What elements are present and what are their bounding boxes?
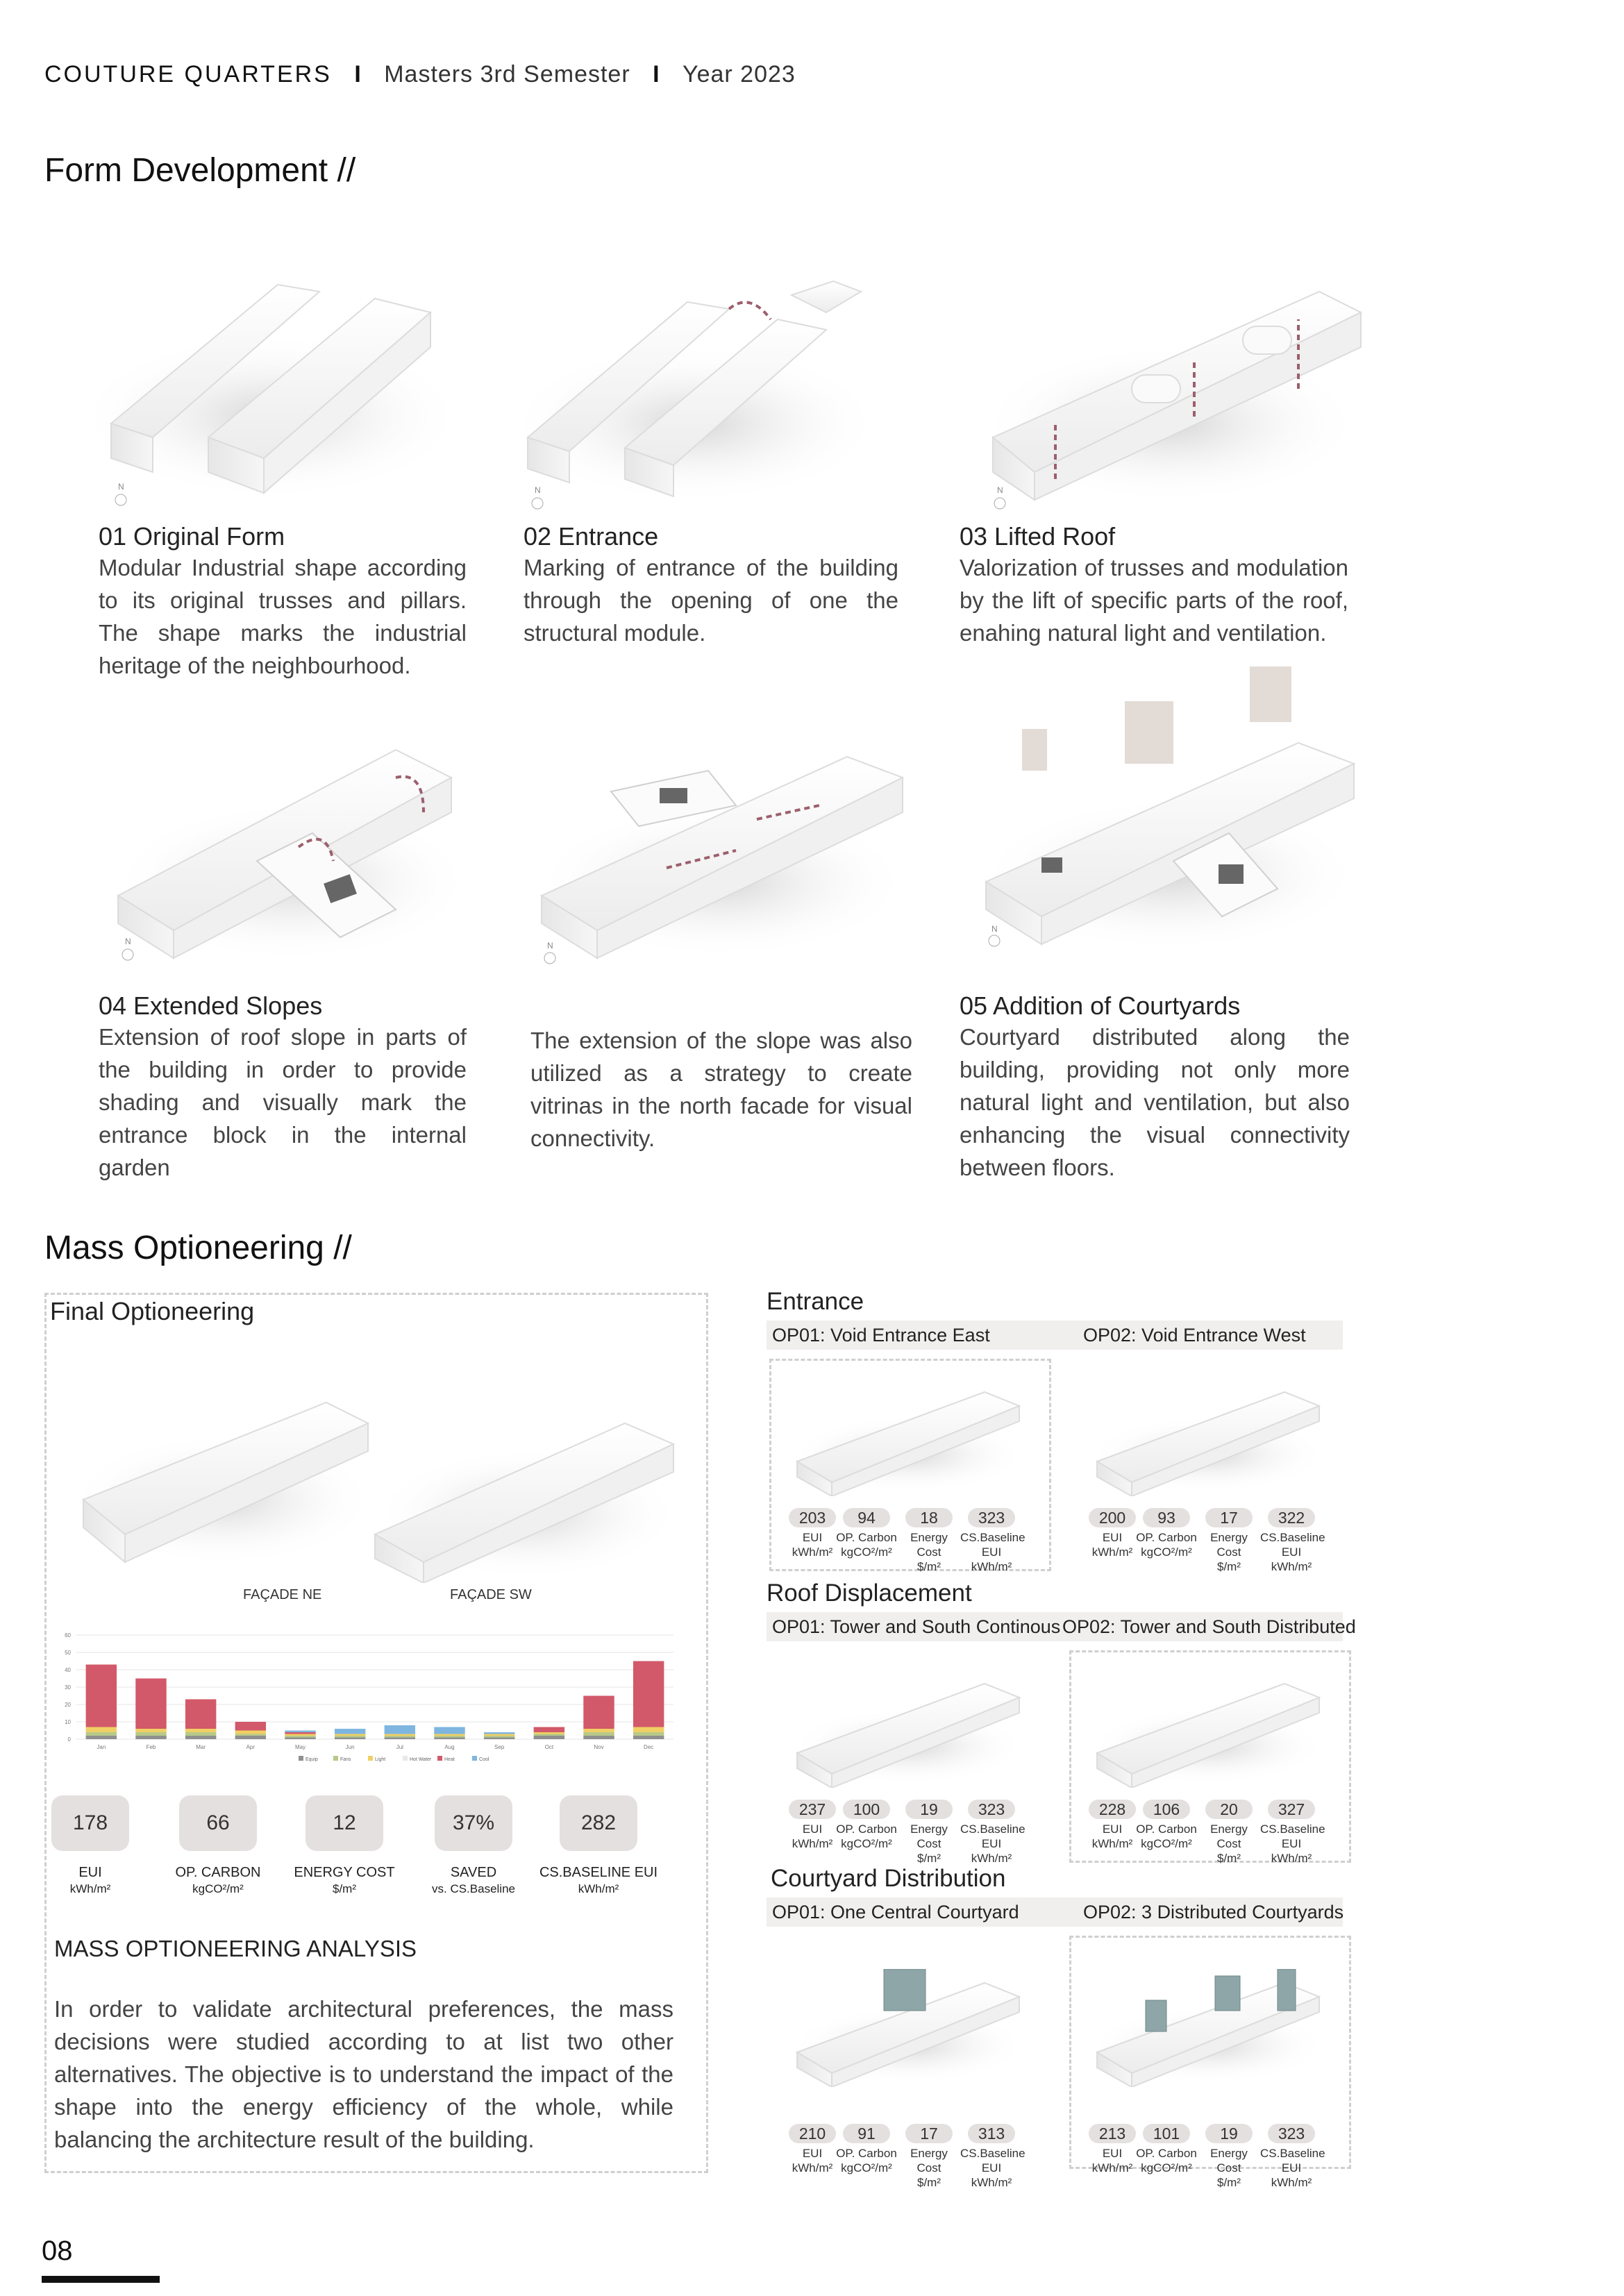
metric-name: CS.Baseline [1260, 1822, 1325, 1836]
form-development-title: Form Development // [44, 152, 356, 189]
option-metric-value: 327 [1268, 1800, 1315, 1819]
north-label: N [125, 937, 131, 946]
option-metric-value: 237 [789, 1800, 836, 1819]
chart-bar-segment-cool [385, 1725, 415, 1734]
chart-x-tick-label: Apr [246, 1744, 256, 1750]
kpi-value: 12 [305, 1795, 383, 1851]
metric-unit: kWh/m² [1091, 2161, 1133, 2175]
metric-name: Energy Cost [1210, 1822, 1248, 1850]
kpi-name: SAVED [450, 1865, 497, 1880]
option-metric-label [1081, 2146, 1144, 2175]
chart-bar-segment-cool [335, 1729, 365, 1734]
metric-unit: EUI kWh/m² [1271, 1837, 1312, 1865]
step-description: Modular Industrial shape according to its original trusses and pillars. The shape marks the industrial heritage of the neighbourhood. [99, 555, 467, 678]
chart-bar-segment-fans [633, 1732, 664, 1736]
chart-legend-label: Equip [305, 1757, 318, 1762]
chart-legend-label: Fans [340, 1757, 351, 1762]
chart-bar-segment-heat [135, 1679, 166, 1729]
metric-unit: kWh/m² [792, 1837, 833, 1850]
north-label: N [997, 485, 1003, 495]
step-title: 03 Lifted Roof [960, 522, 1116, 551]
chart-bar-segment-equip [235, 1736, 266, 1739]
metric-unit: EUI kWh/m² [971, 1837, 1012, 1865]
metric-name: OP. Carbon [836, 1822, 897, 1836]
option-metric-label [1135, 1530, 1198, 1559]
kpi-label [282, 1865, 407, 1897]
chart-bar-segment-fans [86, 1732, 117, 1736]
metric-name: EUI [802, 1531, 823, 1544]
chart-bar-segment-fans [534, 1734, 564, 1736]
kpi-label [28, 1865, 153, 1897]
metric-unit: kWh/m² [1091, 1545, 1133, 1559]
chart-legend-swatch [368, 1756, 373, 1761]
option-metric-label [835, 1822, 898, 1851]
chart-y-tick-label: 40 [65, 1667, 71, 1673]
chart-y-tick-label: 10 [65, 1719, 71, 1725]
kpi-value: 282 [560, 1795, 637, 1851]
chart-bar-segment-light [86, 1727, 117, 1733]
option-metric-value: 200 [1089, 1508, 1136, 1527]
extended-slopes-illustration [104, 722, 479, 972]
option-metric-label [1135, 2146, 1198, 2175]
option-metric-value: 93 [1143, 1508, 1190, 1527]
metric-name: Energy Cost [1210, 2147, 1248, 2175]
metric-unit: EUI kWh/m² [971, 2161, 1012, 2189]
metric-name: EUI [802, 2147, 823, 2160]
metric-unit: kWh/m² [1091, 1837, 1133, 1850]
original-form-illustration [69, 264, 472, 514]
metric-unit: $/m² [917, 2176, 941, 2189]
step-03 [960, 522, 1348, 649]
metric-unit: $/m² [917, 1560, 941, 1573]
metric-unit: EUI kWh/m² [1271, 1545, 1312, 1573]
option-metric-value: 100 [843, 1800, 890, 1819]
chart-x-tick-label: Jun [345, 1744, 355, 1750]
course-label: Masters 3rd Semester [384, 61, 630, 87]
chart-bar-segment-heat [633, 1661, 664, 1727]
metric-unit: EUI kWh/m² [1271, 2161, 1312, 2189]
chart-legend-swatch [403, 1756, 408, 1761]
chart-x-tick-label: Mar [196, 1744, 206, 1750]
chart-bar-segment-equip [285, 1738, 315, 1740]
chart-bar-segment-cool [285, 1731, 315, 1733]
metric-name: Energy Cost [910, 1531, 948, 1559]
metric-unit: kgCO²/m² [841, 1545, 892, 1559]
metric-name: Energy Cost [1210, 1531, 1248, 1559]
chart-bar-segment-equip [633, 1736, 664, 1739]
step-04b [530, 991, 912, 1155]
chart-x-tick-label: May [294, 1744, 306, 1750]
north-label: N [991, 924, 998, 934]
chart-legend-label: Cool [479, 1757, 489, 1762]
north-arrow-icon [544, 953, 555, 964]
north-arrow-icon [115, 494, 126, 505]
kpi-label [156, 1865, 281, 1897]
option-metric-value: 323 [968, 1508, 1015, 1527]
chart-bar-segment-equip [434, 1738, 464, 1740]
chart-bar-segment-fans [335, 1736, 365, 1738]
chart-bar-segment-light [335, 1734, 365, 1736]
final-massing-illustration [62, 1375, 687, 1583]
chart-x-tick-label: Jan [97, 1744, 106, 1750]
chart-bar-segment-light [484, 1734, 514, 1736]
chart-bar-segment-heat [86, 1665, 117, 1727]
option-name: OP01: One Central Courtyard [772, 1902, 1019, 1922]
option-metric-value: 19 [905, 1800, 953, 1819]
option-metric-value: 20 [1205, 1800, 1253, 1819]
chart-bar-segment-light [385, 1734, 415, 1736]
metric-unit: kgCO²/m² [1141, 2161, 1192, 2175]
kpi-value: 66 [179, 1795, 257, 1851]
chart-bar-segment-fans [285, 1736, 315, 1738]
chart-bar-segment-light [285, 1734, 315, 1736]
option-metric-value: 213 [1089, 2124, 1136, 2143]
year-label: Year 2023 [683, 61, 796, 87]
chart-bar-segment-cool [484, 1732, 514, 1734]
kpi-label [536, 1865, 661, 1897]
chart-bar-segment-equip [135, 1736, 166, 1739]
metric-name: Energy Cost [910, 2147, 948, 2175]
metric-name: OP. Carbon [1136, 2147, 1197, 2160]
chart-bar-segment-light [534, 1732, 564, 1734]
chart-bar-segment-heat [285, 1732, 315, 1734]
step-description: Marking of entrance of the building through the opening of one the structural module. [524, 555, 898, 646]
step-01 [99, 522, 467, 682]
kpi-label [411, 1865, 536, 1897]
chart-x-tick-label: Feb [146, 1744, 156, 1750]
metric-name: EUI [1102, 1822, 1123, 1836]
option-name: OP02: 3 Distributed Courtyards [1083, 1902, 1344, 1922]
option-metric-value: 19 [1205, 2124, 1253, 2143]
chart-legend-swatch [472, 1756, 477, 1761]
chart-legend-label: Heat [444, 1757, 455, 1762]
option-name: OP01: Void Entrance East [772, 1325, 990, 1346]
step-05 [960, 991, 1350, 1184]
option-metric-value: 18 [905, 1508, 953, 1527]
facade-sw-label: FAÇADE SW [450, 1587, 532, 1602]
chart-bar-segment-heat [534, 1727, 564, 1733]
option-metric-value: 101 [1143, 2124, 1190, 2143]
option-metric-label [781, 2146, 844, 2175]
option-metric-label [960, 2146, 1026, 2190]
step-description: Valorization of trusses and modulation by the lift of specific parts of the roof, enahing natural light and ventilation. [960, 555, 1348, 646]
metric-unit: kgCO²/m² [841, 2161, 892, 2175]
option-metric-value: 17 [1205, 1508, 1253, 1527]
option-metric-label [1260, 2146, 1323, 2190]
chart-x-tick-label: Sep [494, 1744, 505, 1750]
chart-bar-segment-light [185, 1729, 216, 1732]
chart-y-tick-label: 30 [65, 1684, 71, 1691]
chart-bar-segment-heat [185, 1700, 216, 1729]
metric-name: OP. Carbon [836, 1531, 897, 1544]
option-massing-thumbnail [1083, 1969, 1333, 2087]
header-separator: I [653, 61, 660, 87]
kpi-name: CS.BASELINE EUI [539, 1865, 658, 1880]
option-metric-value: 91 [843, 2124, 890, 2143]
north-arrow-icon [122, 949, 133, 960]
chart-bar-segment-light [583, 1729, 614, 1732]
option-metric-label [898, 1822, 960, 1866]
metric-unit: EUI kWh/m² [971, 1545, 1012, 1573]
courtyards-illustration [972, 660, 1368, 965]
kpi-unit: vs. CS.Baseline [432, 1882, 515, 1895]
option-metric-value: 94 [843, 1508, 890, 1527]
step-04 [99, 991, 467, 1184]
north-arrow-icon [532, 498, 543, 509]
chart-x-tick-label: Aug [444, 1744, 455, 1750]
step-title: 04 Extended Slopes [99, 991, 323, 1020]
chart-bar-segment-light [235, 1731, 266, 1734]
metric-unit: $/m² [917, 1852, 941, 1865]
chart-bar-segment-fans [583, 1732, 614, 1736]
chart-bar-segment-heat [235, 1722, 266, 1731]
courtyard-volume [1125, 701, 1173, 764]
metric-name: CS.Baseline [1260, 1531, 1325, 1544]
option-metric-value: 228 [1089, 1800, 1136, 1819]
option-metric-label [898, 2146, 960, 2190]
chart-x-tick-label: Jul [396, 1744, 403, 1750]
metric-name: EUI [1102, 1531, 1123, 1544]
entrance-illustration [500, 271, 889, 514]
chart-y-tick-label: 60 [65, 1632, 71, 1639]
metric-name: CS.Baseline [960, 1531, 1026, 1544]
page-header [44, 61, 796, 88]
monthly-energy-chart [49, 1628, 680, 1767]
step-title: 01 Original Form [99, 522, 285, 551]
chart-bar-segment-equip [484, 1738, 514, 1740]
kpi-unit: $/m² [333, 1882, 356, 1895]
chart-bar-segment-fans [235, 1734, 266, 1736]
option-metric-value: 210 [789, 2124, 836, 2143]
page-number: 08 [42, 2236, 73, 2266]
metric-unit: kgCO²/m² [841, 1837, 892, 1850]
option-metric-value: 322 [1268, 1508, 1315, 1527]
step-title: 05 Addition of Courtyards [960, 991, 1241, 1020]
courtyard-volume [1250, 667, 1291, 722]
chart-bar-segment-fans [484, 1736, 514, 1738]
metric-unit: kWh/m² [792, 1545, 833, 1559]
kpi-value: 37% [435, 1795, 512, 1851]
chart-bar-segment-fans [185, 1732, 216, 1736]
north-label: N [547, 941, 553, 950]
option-metric-value: 203 [789, 1508, 836, 1527]
chart-bar-segment-equip [583, 1736, 614, 1739]
option-name: OP01: Tower and South Continous [772, 1616, 1061, 1637]
option-metric-label [781, 1822, 844, 1851]
chart-y-tick-label: 50 [65, 1650, 71, 1656]
option-metric-label [1081, 1822, 1144, 1851]
option-metric-label [898, 1530, 960, 1574]
option-metric-label [960, 1822, 1026, 1866]
chart-bar-segment-cool [434, 1727, 464, 1734]
option-metric-value: 313 [968, 2124, 1015, 2143]
north-arrow-icon [989, 935, 1000, 946]
metric-unit: $/m² [1217, 1560, 1241, 1573]
step-description: Courtyard distributed along the building, providing not only more natural light and ventilation, but also enhancing the visual connectivity between floors. [960, 1024, 1350, 1180]
option-name: OP02: Void Entrance West [1083, 1325, 1306, 1346]
final-optioneering-title: Final Optioneering [50, 1297, 255, 1325]
facade-ne-label: FAÇADE NE [243, 1587, 322, 1602]
chart-bar-segment-light [633, 1727, 664, 1733]
chart-x-tick-label: Nov [594, 1744, 604, 1750]
courtyard-volume [1022, 729, 1047, 771]
metric-name: CS.Baseline [960, 1822, 1026, 1836]
option-metric-value: 17 [905, 2124, 953, 2143]
metric-unit: kWh/m² [792, 2161, 833, 2175]
chart-bar-segment-light [434, 1734, 464, 1736]
chart-bar-segment-equip [185, 1736, 216, 1739]
option-metric-label [1198, 1530, 1260, 1574]
entrance-arrow-icon [729, 302, 771, 319]
chart-y-tick-label: 20 [65, 1702, 71, 1708]
chart-bar-segment-light [135, 1729, 166, 1732]
vitrinas-illustration [528, 729, 916, 965]
chart-legend-label: Hot Water [410, 1757, 432, 1762]
chart-x-tick-label: Dec [644, 1744, 654, 1750]
brand-title: COUTURE QUARTERS [44, 61, 332, 87]
metric-name: OP. Carbon [1136, 1822, 1197, 1836]
metric-unit: $/m² [1217, 1852, 1241, 1865]
option-metric-label [1198, 1822, 1260, 1866]
header-separator: I [354, 61, 362, 87]
kpi-name: EUI [78, 1865, 102, 1880]
option-metric-value: 323 [968, 1800, 1015, 1819]
option-group-title: Courtyard Distribution [771, 1865, 1006, 1892]
kpi-unit: kWh/m² [578, 1882, 619, 1895]
option-metric-label [1198, 2146, 1260, 2190]
option-massing-thumbnail [783, 1969, 1033, 2087]
chart-legend-swatch [299, 1756, 303, 1761]
metric-name: EUI [1102, 2147, 1123, 2160]
chart-bar-segment-equip [534, 1736, 564, 1739]
kpi-name: OP. CARBON [175, 1865, 261, 1880]
metric-name: EUI [802, 1822, 823, 1836]
metric-name: OP. Carbon [836, 2147, 897, 2160]
option-metric-value: 106 [1143, 1800, 1190, 1819]
option-metric-label [1260, 1822, 1323, 1866]
chart-bar-segment-heat [583, 1696, 614, 1729]
chart-legend-swatch [437, 1756, 442, 1761]
metric-name: CS.Baseline [1260, 2147, 1325, 2160]
option-massing-thumbnail [1083, 1670, 1333, 1788]
lifted-roof-illustration [972, 271, 1368, 514]
option-metric-value: 323 [1268, 2124, 1315, 2143]
kpi-name: ENERGY COST [294, 1865, 395, 1880]
north-label: N [535, 485, 541, 495]
step-description: The extension of the slope was also utilized as a strategy to create vitrinas in the north facade for visual connectivity. [530, 1028, 912, 1151]
option-metric-label [1260, 1530, 1323, 1574]
step-title: 02 Entrance [524, 522, 659, 551]
chart-legend-label: Light [375, 1757, 386, 1762]
kpi-unit: kgCO²/m² [192, 1882, 244, 1895]
mass-optioneering-title: Mass Optioneering // [44, 1230, 352, 1266]
chart-bar-segment-equip [335, 1738, 365, 1740]
analysis-title: MASS OPTIONEERING ANALYSIS [54, 1936, 417, 1961]
option-group-title: Roof Displacement [767, 1579, 972, 1607]
metric-unit: $/m² [1217, 2176, 1241, 2189]
chart-bar-segment-fans [434, 1736, 464, 1738]
north-label: N [118, 482, 124, 492]
chart-bar-segment-fans [385, 1736, 415, 1738]
north-arrow-icon [994, 498, 1005, 509]
chart-x-tick-label: Oct [544, 1744, 554, 1750]
option-metric-label [960, 1530, 1026, 1574]
option-metric-label [1081, 1530, 1144, 1559]
step-description: Extension of roof slope in parts of the building in order to provide shading and visually mark the entrance block in the internal garden [99, 1024, 467, 1180]
option-group-title: Entrance [767, 1288, 864, 1315]
option-metric-label [781, 1530, 844, 1559]
metric-unit: kgCO²/m² [1141, 1545, 1192, 1559]
metric-name: Energy Cost [910, 1822, 948, 1850]
chart-bar-segment-equip [86, 1736, 117, 1739]
analysis-text: In order to validate architectural preferences, the mass decisions were studied according to at list two other alternatives. The objective is to understand the impact of the shape into the energy efficiency of the whole, while balancing the architecture result of the building. [54, 1996, 673, 2152]
step-02 [524, 522, 898, 649]
chart-legend-swatch [333, 1756, 338, 1761]
option-metric-label [1135, 1822, 1198, 1851]
chart-y-tick-label: 0 [67, 1736, 71, 1743]
metric-unit: kgCO²/m² [1141, 1837, 1192, 1850]
option-metric-label [835, 1530, 898, 1559]
option-massing-thumbnail [783, 1670, 1033, 1788]
kpi-value: 178 [51, 1795, 129, 1851]
page-number-underline [42, 2276, 160, 2283]
metric-name: OP. Carbon [1136, 1531, 1197, 1544]
chart-bar-segment-equip [385, 1738, 415, 1740]
option-name: OP02: Tower and South Distributed [1062, 1616, 1356, 1637]
option-metric-label [835, 2146, 898, 2175]
option-massing-thumbnail [1083, 1378, 1333, 1496]
kpi-unit: kWh/m² [69, 1882, 111, 1895]
chart-bar-segment-fans [135, 1732, 166, 1736]
metric-name: CS.Baseline [960, 2147, 1026, 2160]
option-massing-thumbnail [783, 1378, 1033, 1496]
